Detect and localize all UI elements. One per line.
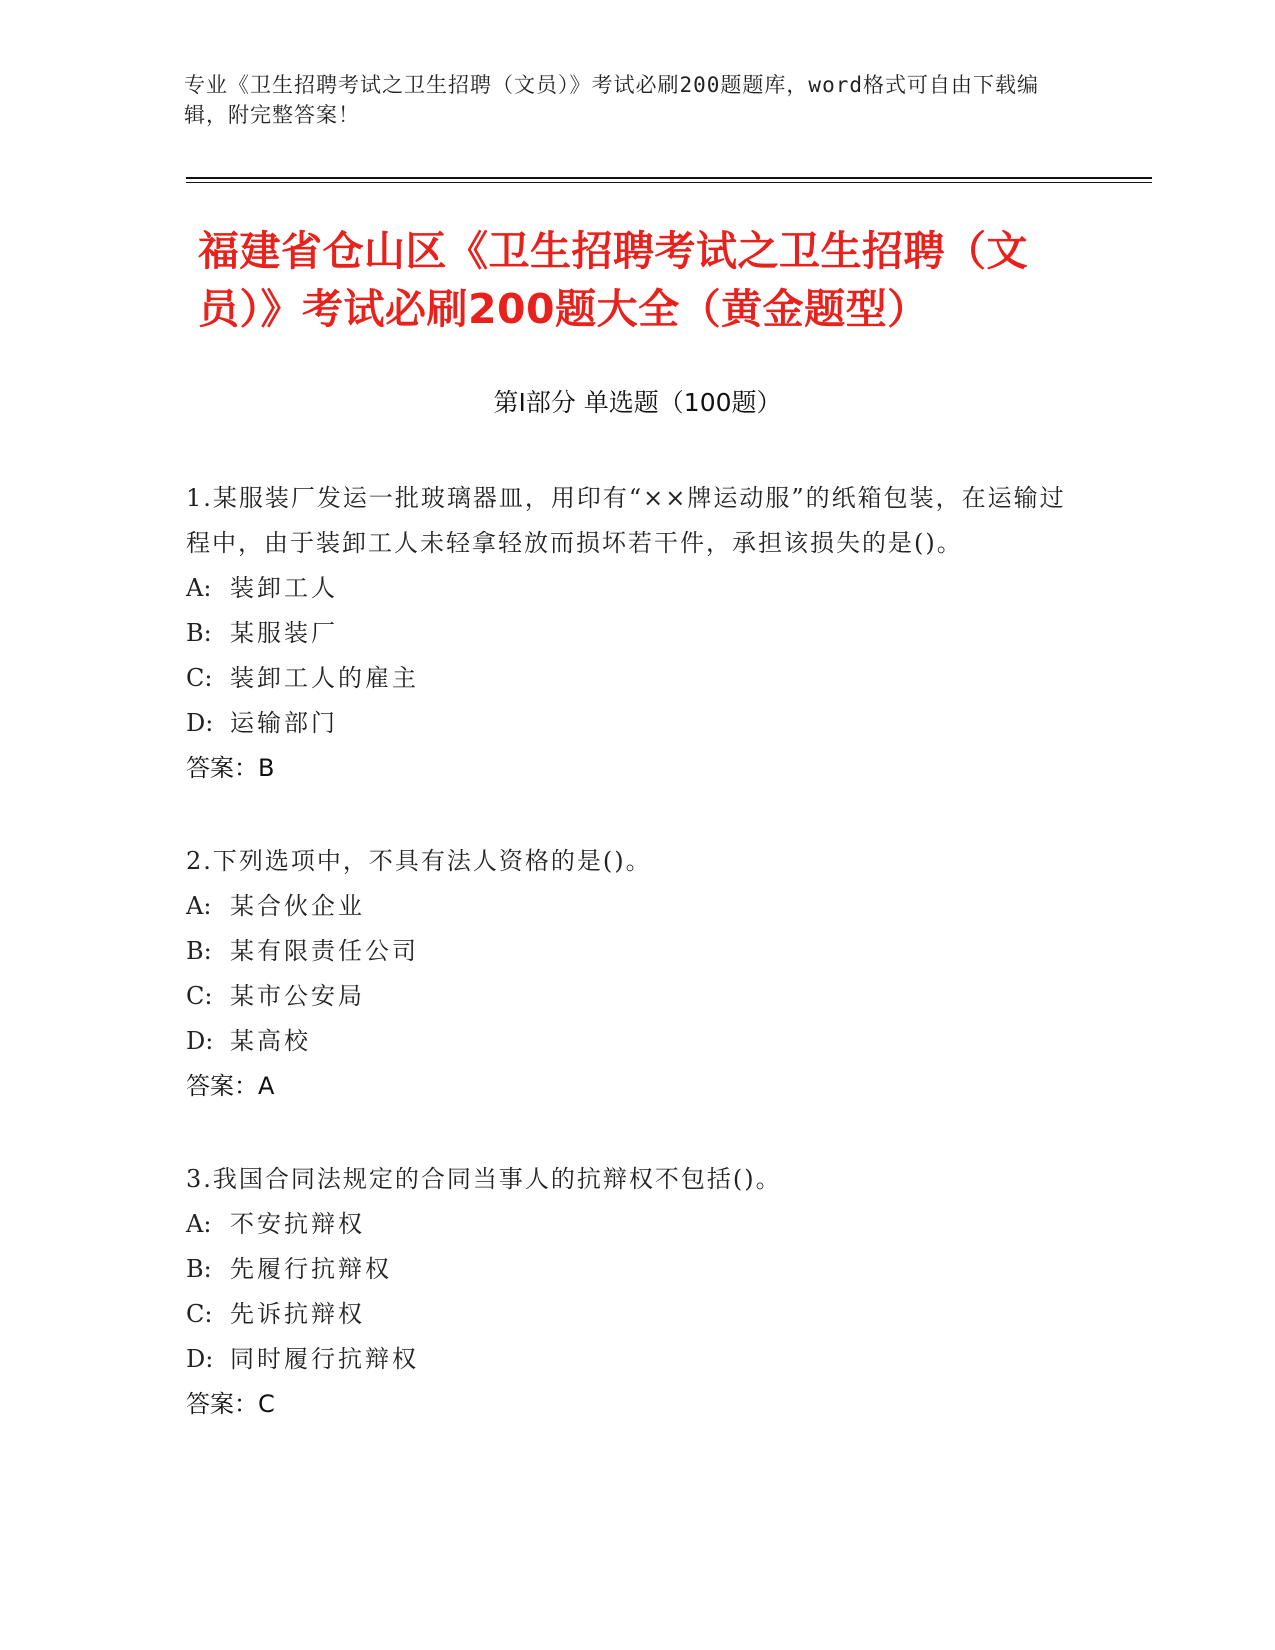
option-c	[186, 656, 1066, 701]
option-text: 某有限责任公司	[230, 937, 419, 965]
option-text: 某合伙企业	[230, 892, 365, 920]
question-2	[186, 839, 1066, 1109]
answer-value: C	[258, 1390, 275, 1418]
option-text: 同时履行抗辩权	[230, 1345, 419, 1373]
answer-label: 答案：	[186, 1072, 258, 1100]
option-c	[186, 974, 1066, 1019]
section-title: 第Ⅰ部分 单选题（100题）	[493, 388, 782, 417]
option-text: 某服装厂	[230, 619, 338, 647]
option-b	[186, 1247, 1066, 1292]
option-letter: B:	[186, 1255, 212, 1283]
option-d	[186, 1337, 1066, 1382]
option-letter: C:	[186, 1300, 213, 1328]
option-text: 装卸工人	[230, 574, 338, 602]
option-text: 某高校	[230, 1027, 311, 1055]
document-title: 福建省仓山区《卫生招聘考试之卫生招聘（文员）》考试必刷200题大全（黄金题型）	[198, 227, 1028, 333]
question-stem: 1.某服装厂发运一批玻璃器皿，用印有“××牌运动服”的纸箱包装，在运输过程中，由于装卸工人未轻拿轻放而损坏若干件，承担该损失的是()。	[186, 484, 1066, 557]
option-text: 先诉抗辩权	[230, 1300, 365, 1328]
option-d	[186, 701, 1066, 746]
answer-line	[186, 1064, 1066, 1109]
option-letter: C:	[186, 664, 213, 692]
option-letter: A:	[186, 1210, 212, 1238]
answer-line	[186, 746, 1066, 791]
question-list	[186, 476, 1066, 1475]
header-rule-thin	[186, 182, 1152, 183]
option-letter: D:	[186, 1345, 214, 1373]
question-stem: 3.我国合同法规定的合同当事人的抗辩权不包括()。	[186, 1165, 782, 1193]
question-stem: 2.下列选项中，不具有法人资格的是()。	[186, 847, 652, 875]
option-b	[186, 611, 1066, 656]
answer-value: A	[258, 1072, 275, 1100]
option-letter: B:	[186, 937, 212, 965]
option-text: 不安抗辩权	[230, 1210, 365, 1238]
option-d	[186, 1019, 1066, 1064]
option-text: 装卸工人的雇主	[230, 664, 419, 692]
answer-label: 答案：	[186, 1390, 258, 1418]
option-letter: D:	[186, 709, 214, 737]
header-note: 专业《卫生招聘考试之卫生招聘（文员）》考试必刷200题题库，word格式可自由下载编辑，附完整答案！	[184, 73, 1039, 127]
option-a	[186, 1202, 1066, 1247]
option-a	[186, 884, 1066, 929]
question-1	[186, 476, 1066, 791]
option-text: 某市公安局	[230, 982, 365, 1010]
option-letter: A:	[186, 892, 212, 920]
option-b	[186, 929, 1066, 974]
option-text: 运输部门	[230, 709, 338, 737]
option-a	[186, 566, 1066, 611]
option-letter: C:	[186, 982, 213, 1010]
header-rule-thick	[186, 177, 1152, 179]
option-text: 先履行抗辩权	[230, 1255, 392, 1283]
answer-label: 答案：	[186, 754, 258, 782]
answer-value: B	[258, 754, 275, 782]
question-3	[186, 1157, 1066, 1427]
option-letter: B:	[186, 619, 212, 647]
option-c	[186, 1292, 1066, 1337]
option-letter: A:	[186, 574, 212, 602]
option-letter: D:	[186, 1027, 214, 1055]
answer-line	[186, 1382, 1066, 1427]
